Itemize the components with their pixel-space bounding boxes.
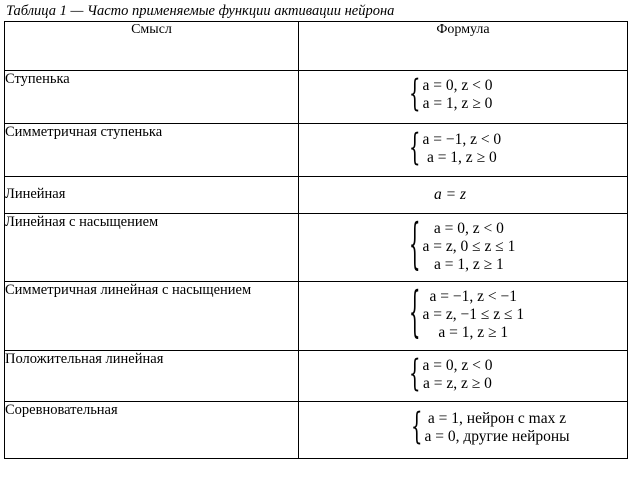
left-brace-icon: {: [409, 72, 421, 116]
left-brace-icon: {: [409, 282, 421, 345]
function-name: Линейная: [5, 177, 299, 214]
left-brace-icon: {: [411, 405, 423, 449]
formula-line: a = 0, z < 0: [422, 357, 493, 374]
formula-line: a = z, 0 ≤ z ≤ 1: [422, 238, 516, 255]
table-row: [5, 282, 628, 351]
function-formula: [299, 71, 628, 124]
table-row: [5, 214, 628, 282]
formula-line: a = −1, z < −1: [429, 288, 518, 305]
table-row: [5, 124, 628, 177]
piecewise-formula: [409, 126, 502, 170]
function-formula: [299, 402, 628, 459]
left-brace-icon: {: [409, 352, 421, 396]
formula-line: a = 1, z ≥ 1: [434, 256, 504, 273]
function-name: Симметричная линейная с насыщением: [5, 282, 299, 351]
piecewise-formula: [409, 352, 493, 396]
header-meaning: Смысл: [5, 22, 299, 71]
formula-line: a = 1, z ≥ 0: [426, 149, 497, 166]
function-formula: [299, 214, 628, 282]
left-brace-icon: {: [409, 214, 421, 277]
formula-line: a = 0, z < 0: [433, 220, 504, 237]
function-name: Ступенька: [5, 71, 299, 124]
formula-line: a = z, −1 ≤ z ≤ 1: [422, 306, 525, 323]
formula-line: a = 1, z ≥ 1: [438, 324, 509, 341]
formula-line: a = 0, другие нейроны: [424, 428, 570, 445]
activation-functions-table: [4, 21, 628, 459]
piecewise-formula: [409, 282, 525, 345]
header-formula: Формула: [299, 22, 628, 71]
left-brace-icon: {: [409, 126, 421, 170]
piecewise-formula: [411, 405, 570, 449]
table-row: [5, 351, 628, 402]
function-name: Соревновательная: [5, 402, 299, 459]
function-name: Линейная с насыщением: [5, 214, 299, 282]
table-header-row: [5, 22, 628, 71]
function-formula: [299, 177, 628, 214]
function-name: Положительная линейная: [5, 351, 299, 402]
table-row: [5, 402, 628, 459]
formula-line: a = z: [434, 186, 466, 203]
table-row: [5, 71, 628, 124]
function-name: Симметричная ступенька: [5, 124, 299, 177]
formula-line: a = −1, z < 0: [422, 131, 502, 148]
function-formula: [299, 351, 628, 402]
formula-line: a = 1, нейрон с max z: [427, 410, 567, 427]
function-formula: [299, 124, 628, 177]
piecewise-formula: [409, 72, 493, 116]
formula-line: a = 1, z ≥ 0: [422, 95, 493, 112]
table-caption: Таблица 1 — Часто применяемые функции активации нейрона: [6, 3, 395, 19]
formula-line: a = 0, z < 0: [422, 77, 493, 94]
table-row: [5, 177, 628, 214]
function-formula: [299, 282, 628, 351]
piecewise-formula: [409, 214, 516, 277]
formula-line: a = z, z ≥ 0: [423, 375, 492, 392]
